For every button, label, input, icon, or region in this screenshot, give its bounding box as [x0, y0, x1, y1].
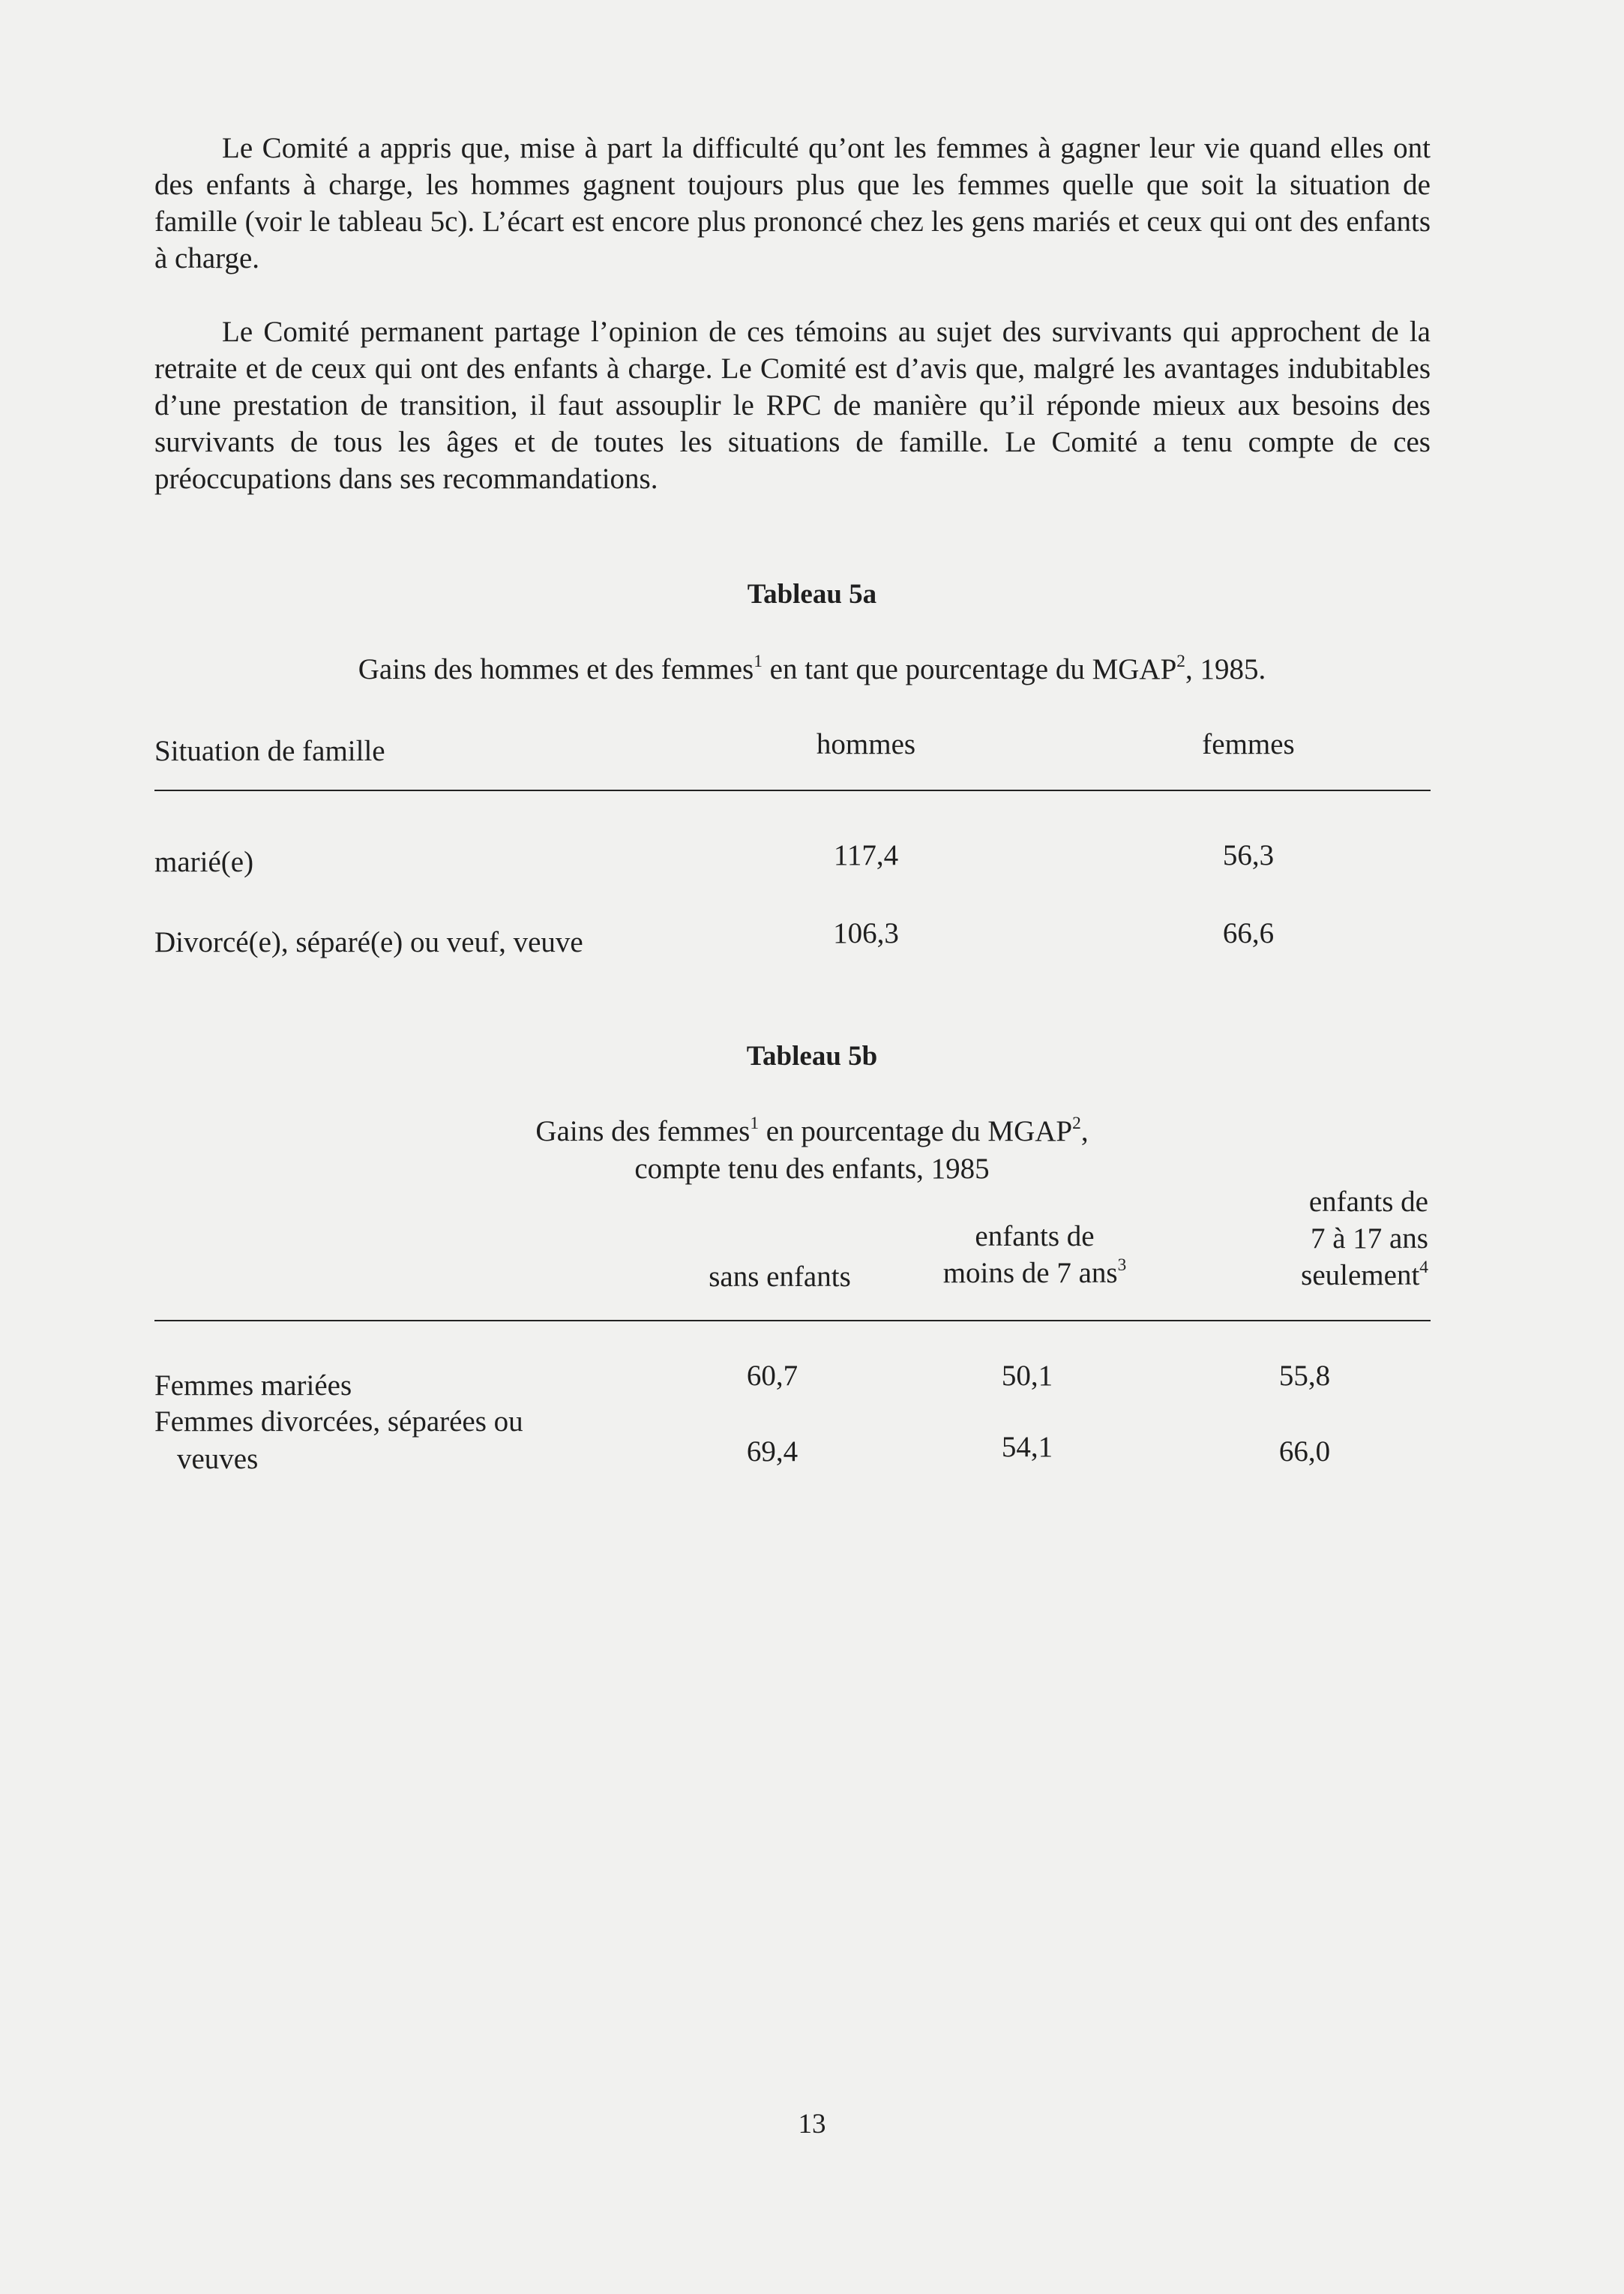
table-5b-row-2-label-line2: veuves [177, 1443, 259, 1475]
paragraph-1: Le Comité a appris que, mise à part la difficulté qu’ont les femmes à gagner leur vie quand elles ont des enfants à charge, les hommes gagnent toujours plus que les femmes quelle que soit la situation de famille (voir le tableau 5c). L’écart est encore plus prononcé chez les gens mariés et ceux qui ont des enfants à charge. [154, 132, 1431, 274]
table-5b-col-moins-7-line2: moins de 7 ans$^3$ [942, 1255, 1127, 1289]
table-5a-label: Tableau 5a [747, 579, 877, 610]
table-5a-row-2-femmes: 66,6 [1222, 917, 1275, 949]
table-5a-row-1-femmes: 56,3 [1222, 839, 1275, 871]
table-5b-col-7-17-line2: 7 à 17 ans [1310, 1222, 1428, 1255]
table-5b-col-7-17-line3: seulement$^4$ [1301, 1257, 1428, 1291]
table-5a-row-1-label: marié(e) [154, 846, 254, 878]
table-5b-row-1-c3: 55,8 [1278, 1360, 1331, 1392]
table-5b-col-7-17-line1: enfants de [1308, 1186, 1428, 1218]
table-5b-caption: Gains des femmes$^1$ en pourcentage du MGAP$^2$, [535, 1113, 1089, 1147]
table-5b-row-2-c1: 69,4 [746, 1435, 799, 1468]
table-5b-col-sans-enfants: sans enfants [709, 1261, 851, 1293]
table-5b-row-2-c3: 66,0 [1278, 1435, 1331, 1468]
table-5b-row-2-label-line1: Femmes divorcées, séparées ou [154, 1405, 523, 1438]
table-5b-row-2-c2: 54,1 [1001, 1431, 1053, 1463]
page-number: 13 [798, 2109, 826, 2140]
paragraph-2: Le Comité permanent partage l’opinion de ces témoins au sujet des survivants qui approchent de la retraite et de ceux qui ont des enfants à charge. Le Comité est d’avis que, malgré les avantages indubitables d’une prestation de transition, il faut assouplir le RPC de manière qu’il réponde mieux aux besoins des survivants de tous les âges et de toutes les situations de famille. Le Comité a tenu compte de ces préoccupations dans ses recommandations. [154, 316, 1431, 495]
table-5a-col-hommes: hommes [816, 728, 916, 760]
table-5b-label: Tableau 5b [746, 1041, 878, 1072]
table-5b-header-rule [154, 1320, 1431, 1321]
table-5a-row-2-hommes: 106,3 [833, 917, 899, 949]
table-5b-row-1-c2: 50,1 [1001, 1360, 1053, 1392]
table-5a-col-femmes: femmes [1202, 728, 1295, 760]
table-5a-row-1-hommes: 117,4 [833, 839, 899, 871]
table-5b-row-1-c1: 60,7 [746, 1360, 799, 1392]
table-5a-row-2-label: Divorcé(e), séparé(e) ou veuf, veuve [154, 926, 583, 958]
table-5b-row-1-label: Femmes mariées [154, 1369, 352, 1402]
table-5a-col-situation: Situation de famille [154, 735, 385, 767]
table-5b-col-moins-7-line1: enfants de [975, 1220, 1095, 1252]
table-5a-header-rule [154, 790, 1431, 791]
table-5b-caption-line2: compte tenu des enfants, 1985 [634, 1153, 990, 1185]
table-5a-caption: Gains des hommes et des femmes$^1$ en tant que pourcentage du MGAP$^2$, 1985. [358, 651, 1266, 685]
